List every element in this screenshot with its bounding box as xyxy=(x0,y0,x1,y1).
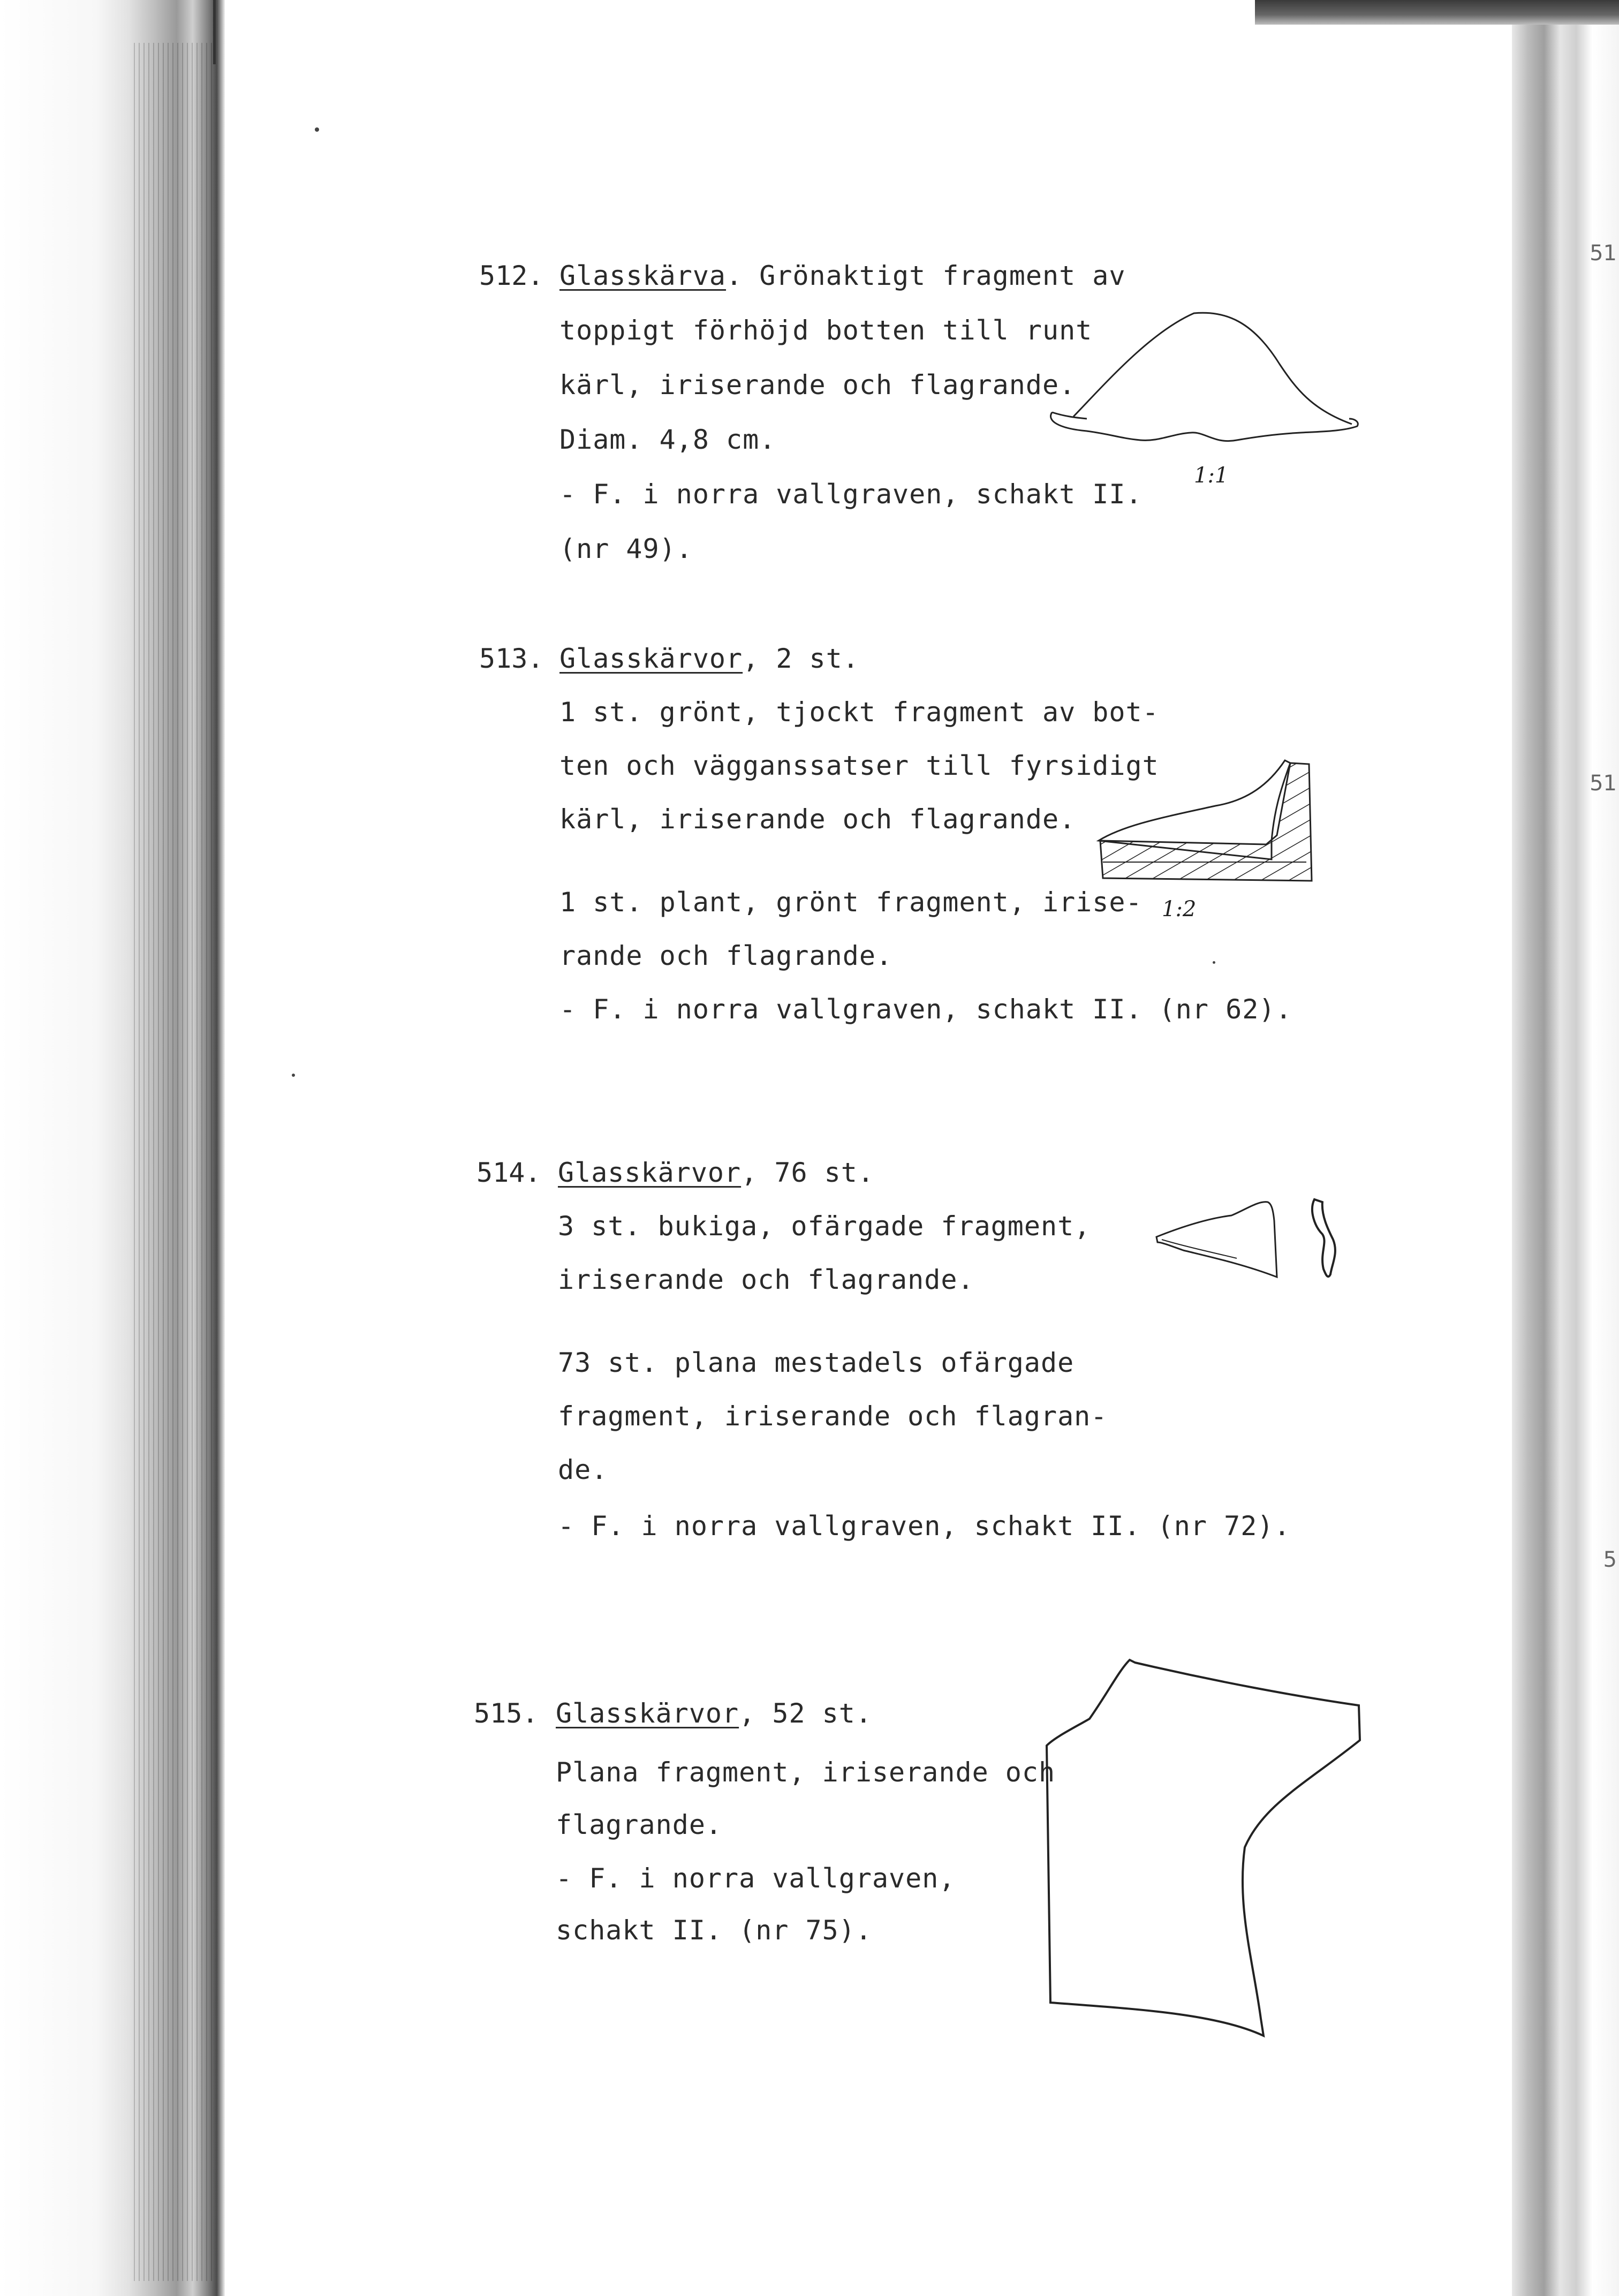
glass-bottom-sketch xyxy=(1044,300,1365,460)
entry-title-suffix: . Grönaktigt fragment av xyxy=(726,260,1126,291)
entry-text-line: (nr 49). xyxy=(559,533,693,564)
entry-text-line: schakt II. (nr 75). xyxy=(556,1915,872,1946)
entry-text-line: 1 st. plant, grönt fragment, irise- xyxy=(559,887,1143,918)
entry-text-line: de. xyxy=(558,1454,608,1485)
scanner-edge-bar xyxy=(1255,0,1619,25)
entry-text-line: fragment, iriserande och flagran- xyxy=(558,1401,1108,1432)
binding-rule xyxy=(213,0,216,64)
entry-text-line: 3 st. bukiga, ofärgade fragment, xyxy=(558,1211,1091,1242)
entry-text-line: iriserande och flagrande. xyxy=(558,1264,974,1295)
vessel-base-section-sketch xyxy=(1092,752,1317,892)
scale-label: 1:1 xyxy=(1194,463,1229,488)
margin-number: 51 xyxy=(1590,241,1617,266)
entry-title-suffix: , 52 st. xyxy=(739,1698,872,1729)
speck xyxy=(292,1074,295,1077)
speck xyxy=(1213,961,1215,964)
page-edges-left xyxy=(134,43,214,2281)
entry-text-line: - F. i norra vallgraven, schakt II. (nr 72). xyxy=(558,1510,1291,1542)
entry-heading xyxy=(559,260,1126,292)
entry-title: Glasskärvor xyxy=(559,643,743,674)
entry-title: Glasskärvor xyxy=(556,1698,739,1729)
scale-label: 1:2 xyxy=(1162,897,1197,922)
entry-text-line: 73 st. plana mestadels ofärgade xyxy=(558,1347,1075,1378)
book-binding-right xyxy=(1512,0,1619,2296)
entry-text-line: toppigt förhöjd botten till runt xyxy=(559,315,1093,346)
entry-number: 514. xyxy=(476,1157,541,1188)
entry-number: 513. xyxy=(479,643,544,674)
entry-heading xyxy=(559,643,859,675)
entry-heading xyxy=(556,1697,872,1729)
entry-text-line: Plana fragment, iriserande och xyxy=(556,1757,1056,1788)
entry-text-line: - F. i norra vallgraven, schakt II. xyxy=(559,479,1143,510)
entry-title-suffix: , 76 st. xyxy=(741,1157,874,1188)
entry-text-line: - F. i norra vallgraven, schakt II. (nr 62). xyxy=(559,994,1292,1025)
entry-text-line: kärl, iriserande och flagrande. xyxy=(559,804,1076,835)
entry-text-line: kärl, iriserande och flagrande. xyxy=(559,369,1076,401)
entry-text-line: rande och flagrande. xyxy=(559,940,893,971)
entry-text-line: ten och vägganssatser till fyrsidigt xyxy=(559,750,1159,781)
margin-number: 51 xyxy=(1590,771,1617,796)
entry-title-suffix: , 2 st. xyxy=(743,643,859,674)
curved-fragment-sketch xyxy=(1151,1189,1355,1296)
entry-number: 512. xyxy=(479,260,544,291)
entry-text-line: - F. i norra vallgraven, xyxy=(556,1863,956,1894)
flat-fragment-sketch xyxy=(1039,1649,1371,2045)
entry-number: 515. xyxy=(474,1698,539,1729)
speck xyxy=(315,127,319,132)
entry-text-line: flagrande. xyxy=(556,1809,723,1840)
margin-number: 5 xyxy=(1603,1547,1617,1572)
entry-title: Glasskärvor xyxy=(558,1157,742,1188)
entry-heading xyxy=(558,1157,874,1189)
entry-text-line: Diam. 4,8 cm. xyxy=(559,424,776,455)
entry-title: Glasskärva xyxy=(559,260,727,291)
entry-text-line: 1 st. grönt, tjockt fragment av bot- xyxy=(559,697,1159,728)
